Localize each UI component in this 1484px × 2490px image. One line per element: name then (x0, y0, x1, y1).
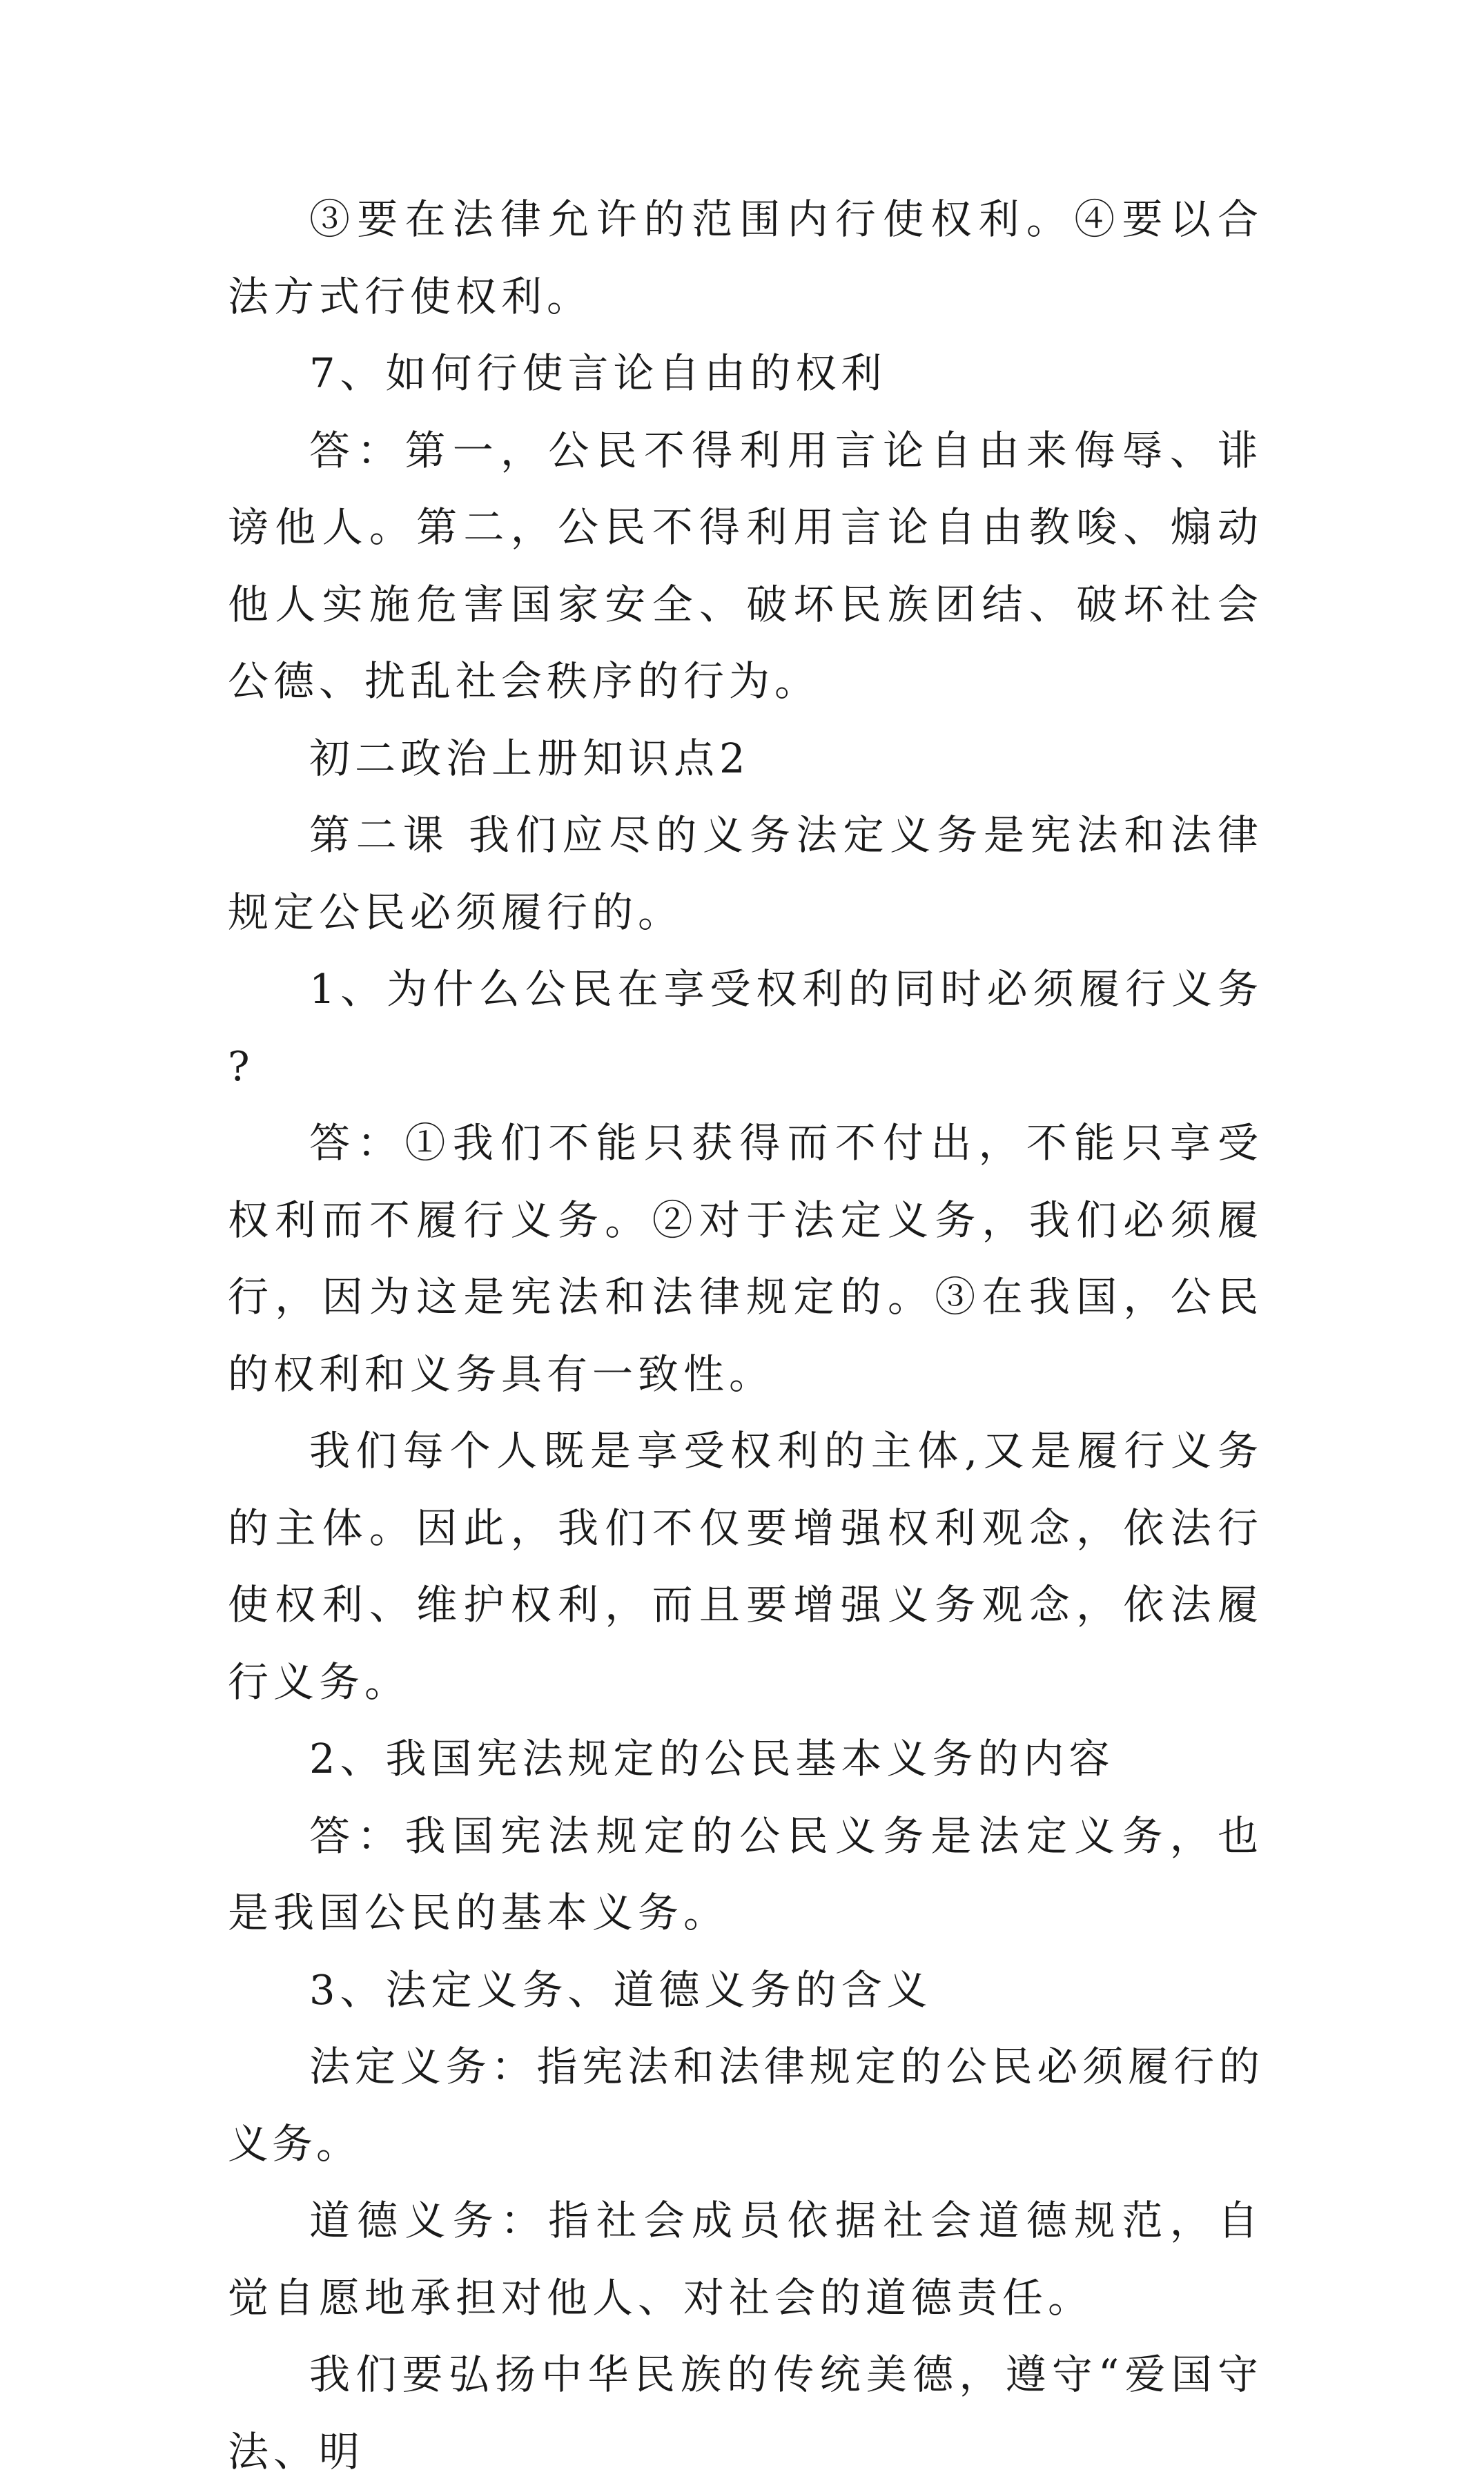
paragraph-rights-duties: 我们每个人既是享受权利的主体,又是履行义务的主体。因此，我们不仅要增强权利观念，依法行使权利、维护权利，而且要增强义务观念，依法履行义务。 (228, 1427, 1263, 1706)
paragraph-traditional-virtues: 我们要弘扬中华民族的传统美德，遵守“爱国守法、明 (228, 2351, 1263, 2476)
paragraph-free-speech-answer: 答：第一，公民不得利用言论自由来侮辱、诽谤他人。第二，公民不得利用言论自由教唆、煽动他人实施危害国家安全、破坏民族团结、破坏社会公德、扰乱社会秩序的行为。 (228, 426, 1263, 705)
definition-moral-duty: 道德义务：指社会成员依据社会道德规范，自觉自愿地承担对他人、对社会的道德责任。 (228, 2197, 1263, 2322)
document-body (228, 181, 1263, 2490)
definition-legal-duty: 法定义务：指宪法和法律规定的公民必须履行的义务。 (228, 2043, 1263, 2168)
paragraph-rights-exercise: ③要在法律允许的范围内行使权利。④要以合法方式行使权利。 (228, 195, 1263, 320)
heading-free-speech: 7、如何行使言论自由的权利 (309, 349, 887, 397)
question-1: 1、为什么公民在享受权利的同时必须履行义务? (228, 965, 1263, 1090)
section-title: 初二政治上册知识点2 (309, 734, 750, 782)
question-3: 3、法定义务、道德义务的含义 (309, 1965, 933, 2014)
answer-1: 答：①我们不能只获得而不付出，不能只享受权利而不履行义务。②对于法定义务，我们必须履行，因为这是宪法和法律规定的。③在我国，公民的权利和义务具有一致性。 (228, 1119, 1263, 1398)
question-2: 2、我国宪法规定的公民基本义务的内容 (309, 1735, 1115, 1782)
lesson-title: 第二课 我们应尽的义务法定义务是宪法和法律规定公民必须履行的。 (228, 811, 1263, 936)
answer-2: 答：我国宪法规定的公民义务是法定义务，也是我国公民的基本义务。 (228, 1811, 1263, 1936)
